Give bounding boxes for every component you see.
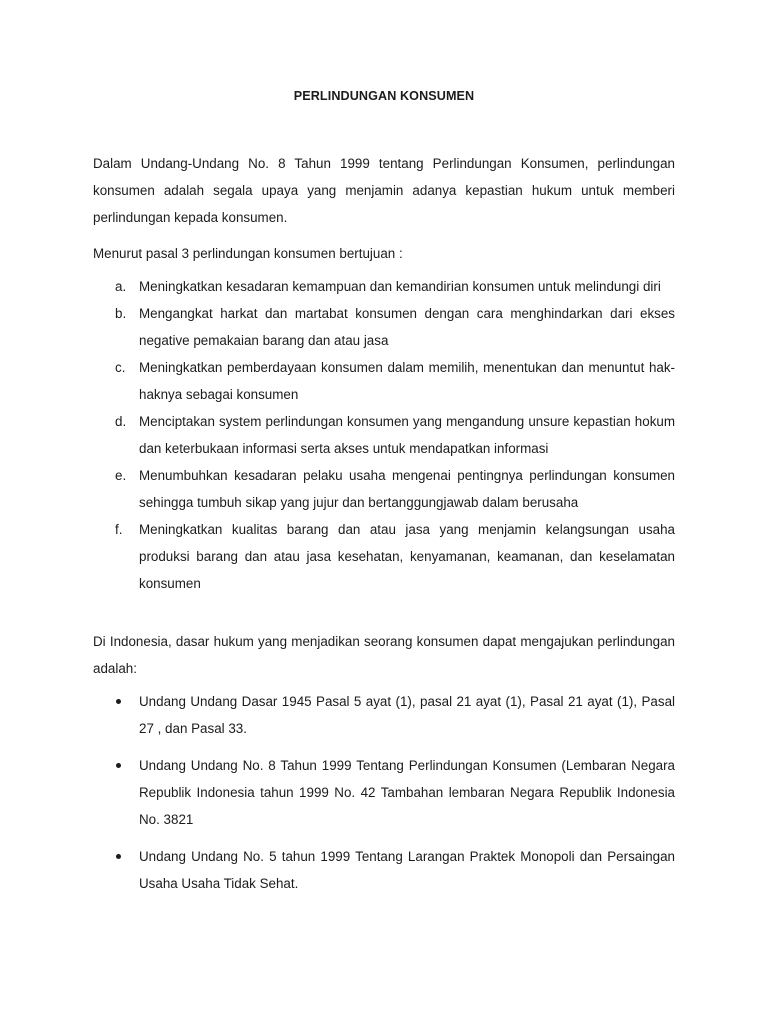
- list-item-text: Menumbuhkan kesadaran pelaku usaha mengenai pentingnya perlindungan konsumen sehingga tumbuh sikap yang jujur dan bertanggungjawab dalam berusaha: [139, 468, 675, 510]
- list-item-text: Meningkatkan pemberdayaan konsumen dalam memilih, menentukan dan menuntut hak-haknya sebagai konsumen: [139, 360, 675, 402]
- page-title: PERLINDUNGAN KONSUMEN: [293, 89, 475, 103]
- purpose-list: [93, 273, 675, 597]
- list-item: [93, 300, 675, 354]
- list-item-text: Undang Undang Dasar 1945 Pasal 5 ayat (1), pasal 21 ayat (1), Pasal 21 ayat (1), Pasal 27 , dan Pasal 33.: [139, 694, 675, 736]
- list-item: [93, 273, 675, 300]
- list-item: [93, 843, 675, 897]
- bullet-icon: [116, 854, 121, 859]
- list-item: [93, 752, 675, 833]
- list-marker: f.: [115, 522, 123, 537]
- list-item: [93, 516, 675, 597]
- list-item: [93, 354, 675, 408]
- list-item-text: Undang Undang No. 8 Tahun 1999 Tentang Perlindungan Konsumen (Lembaran Negara Republik Indonesia tahun 1999 No. 42 Tambahan lembaran Negara Republik Indonesia No. 3821: [139, 758, 675, 827]
- list-item-text: Menciptakan system perlindungan konsumen yang mengandung unsure kepastian hokum dan keterbukaan informasi serta akses untuk mendapatkan informasi: [139, 414, 675, 456]
- list-item-text: Undang Undang No. 5 tahun 1999 Tentang Larangan Praktek Monopoli dan Persaingan Usaha Usaha Tidak Sehat.: [139, 849, 675, 891]
- list-item-text: Meningkatkan kualitas barang dan atau jasa yang menjamin kelangsungan usaha produksi barang dan atau jasa kesehatan, kenyamanan, keamanan, dan keselamatan konsumen: [139, 522, 675, 591]
- list-marker: a.: [115, 279, 127, 294]
- list-item: [93, 408, 675, 462]
- list-item-text: Meningkatkan kesadaran kemampuan dan kemandirian konsumen untuk melindungi diri: [139, 279, 661, 294]
- bullet-icon: [116, 763, 121, 768]
- bullet-icon: [116, 699, 121, 704]
- legal-basis-list: [93, 688, 675, 907]
- list-item: [93, 462, 675, 516]
- list-marker: b.: [115, 306, 127, 321]
- list-marker: e.: [115, 468, 127, 483]
- list-marker: d.: [115, 414, 127, 429]
- purpose-intro: Menurut pasal 3 perlindungan konsumen bertujuan :: [93, 246, 403, 261]
- intro-paragraph: Dalam Undang-Undang No. 8 Tahun 1999 tentang Perlindungan Konsumen, perlindungan konsumen adalah segala upaya yang menjamin adanya kepastian hukum untuk memberi perlindungan kepada konsumen.: [93, 156, 675, 225]
- list-marker: c.: [115, 360, 126, 375]
- legal-basis-intro: Di Indonesia, dasar hukum yang menjadikan seorang konsumen dapat mengajukan perlindungan adalah:: [93, 634, 675, 676]
- list-item: [93, 688, 675, 742]
- list-item-text: Mengangkat harkat dan martabat konsumen dengan cara menghindarkan dari ekses negative pemakaian barang dan atau jasa: [139, 306, 675, 348]
